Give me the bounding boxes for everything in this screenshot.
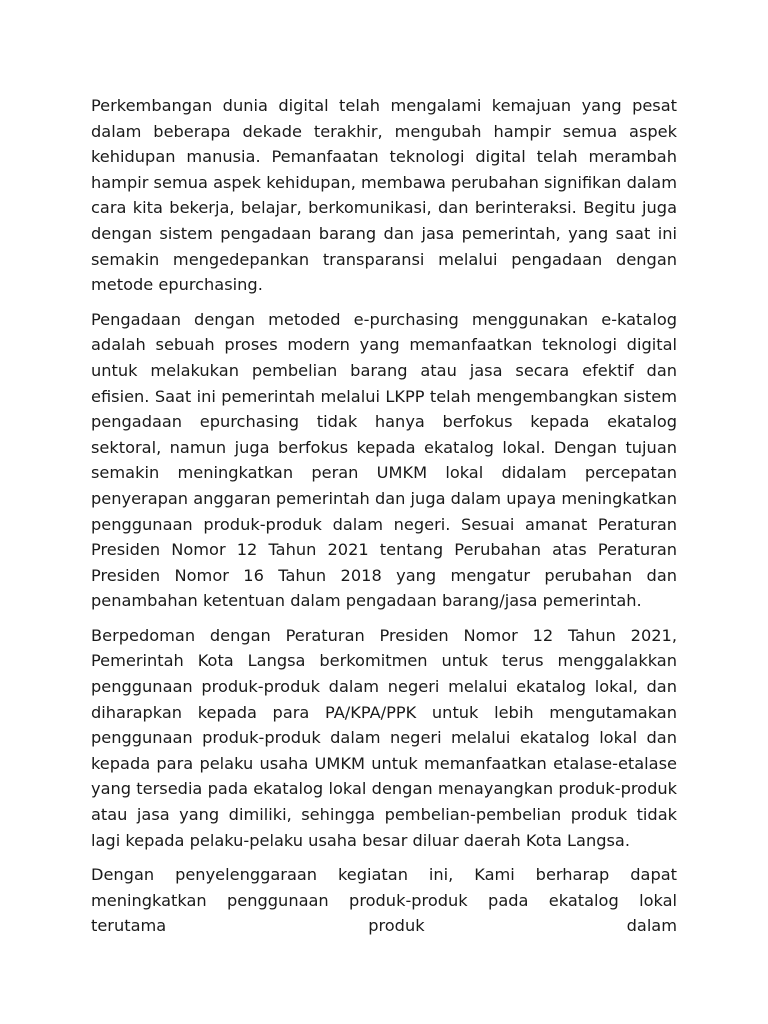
paragraph-1: Perkembangan dunia digital telah mengalami kemajuan yang pesat dalam beberapa dekade terakhir, mengubah hampir semua aspek kehidupan manusia. Pemanfaatan teknologi digital telah merambah hampir semua aspek kehidupan, membawa perubahan signifikan dalam cara kita bekerja, belajar, berkomunikasi, dan berinteraksi. Begitu juga dengan sistem pengadaan barang dan jasa pemerintah, yang saat ini semakin mengedepankan transparansi melalui pengadaan dengan metode epurchasing. bbox=[91, 96, 677, 295]
paragraph-2: Pengadaan dengan metoded e-purchasing menggunakan e-katalog adalah sebuah proses modern yang memanfaatkan teknologi digital untuk melakukan pembelian barang atau jasa secara efektif dan efisien. Saat ini pemerintah melalui LKPP telah mengembangkan sistem pengadaan epurchasing tidak hanya berfokus kepada ekatalog sektoral, namun juga berfokus kepada ekatalog lokal. Dengan tujuan semakin meningkatkan peran UMKM lokal didalam percepatan penyerapan anggaran pemerintah dan juga dalam upaya meningkatkan penggunaan produk-produk dalam negeri. Sesuai amanat Peraturan Presiden Nomor 12 Tahun 2021 tentang Perubahan atas Peraturan Presiden Nomor 16 Tahun 2018 yang mengatur perubahan dan penambahan ketentuan dalam pengadaan barang/jasa pemerintah. bbox=[91, 309, 677, 611]
paragraph-3: Berpedoman dengan Peraturan Presiden Nomor 12 Tahun 2021, Pemerintah Kota Langsa berkomitmen untuk terus menggalakkan penggunaan produk-produk dalam negeri melalui ekatalog lokal, dan diharapkan kepada para PA/KPA/PPK untuk lebih mengutamakan penggunaan produk-produk dalam negeri melalui ekatalog lokal dan kepada para pelaku usaha UMKM untuk memanfaatkan etalase-etalase yang tersedia pada ekatalog lokal dengan menayangkan produk-produk atau jasa yang dimiliki, sehingga pembelian-pembelian produk tidak lagi kepada pelaku-pelaku usaha besar diluar daerah Kota Langsa. bbox=[91, 625, 677, 850]
paragraph-4: Dengan penyelenggaraan kegiatan ini, Kami berharap dapat meningkatkan penggunaan produk-produk pada ekatalog lokal terutama produk dalam bbox=[91, 865, 677, 936]
document-body bbox=[91, 93, 677, 939]
